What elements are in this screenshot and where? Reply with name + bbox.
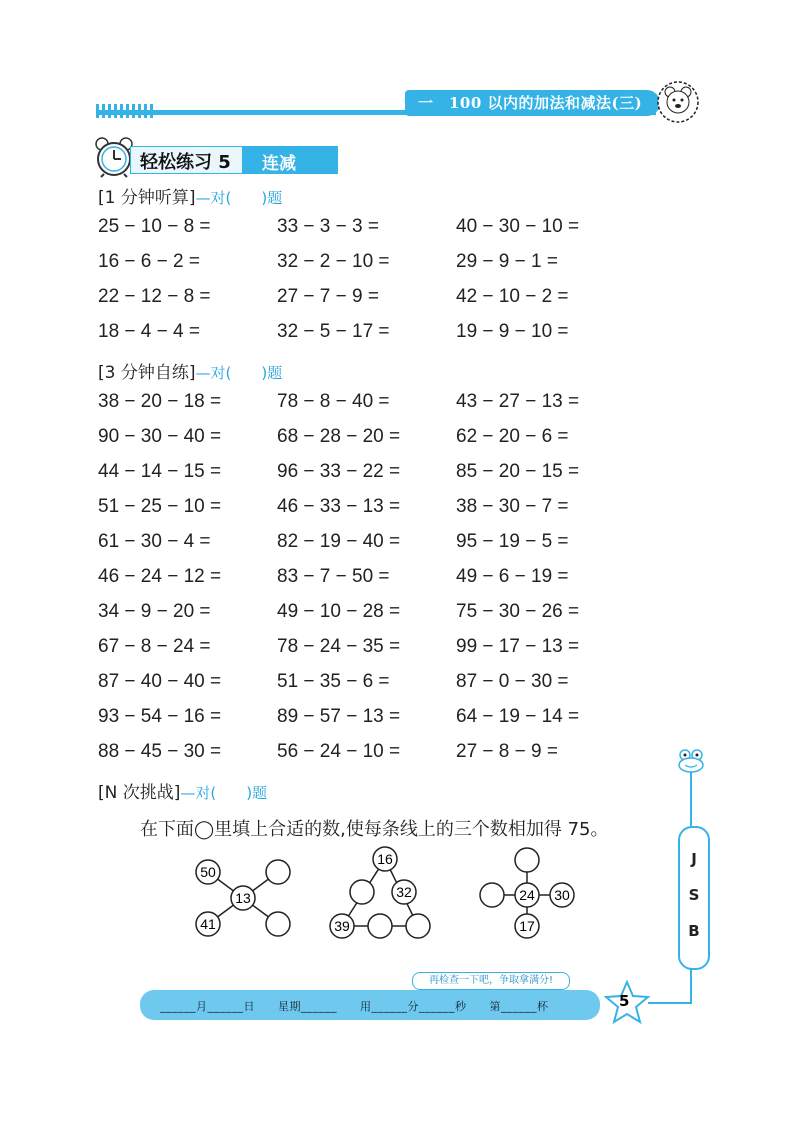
page-number: 5 — [619, 992, 630, 1010]
puzzle-plus-left[interactable] — [480, 883, 504, 907]
problem-practice-0-1: 78 − 8 − 40 = — [277, 391, 390, 412]
problem-practice-2-2: 85 − 20 − 15 = — [456, 461, 580, 482]
svg-text:50: 50 — [200, 864, 216, 880]
problem-practice-6-0: 34 − 9 − 20 = — [98, 601, 211, 622]
svg-text:24: 24 — [519, 887, 535, 903]
problem-practice-1-2: 62 − 20 − 6 = — [456, 426, 569, 447]
side-rule-horizontal — [648, 1002, 692, 1004]
problem-listen-2-2: 42 − 10 − 2 = — [456, 286, 569, 307]
practice-label: [3 分钟自练] — [98, 363, 196, 383]
side-tab — [678, 826, 710, 970]
puzzle-triangle — [326, 842, 446, 944]
problem-practice-10-0: 88 − 45 − 30 = — [98, 741, 222, 762]
problem-practice-5-0: 46 − 24 − 12 = — [98, 566, 222, 587]
problem-practice-8-2: 87 − 0 − 30 = — [456, 671, 569, 692]
problem-listen-0-1: 33 − 3 − 3 = — [277, 216, 379, 237]
puzzle-plus-right — [550, 883, 574, 907]
problem-listen-1-0: 16 − 6 − 2 = — [98, 251, 200, 272]
problem-practice-1-0: 90 − 30 − 40 = — [98, 426, 222, 447]
problem-practice-10-2: 27 − 8 − 9 = — [456, 741, 558, 762]
problem-listen-0-0: 25 − 10 − 8 = — [98, 216, 211, 237]
svg-text:16: 16 — [377, 851, 393, 867]
section-title: 轻松练习 5 — [140, 152, 231, 173]
problem-practice-9-1: 89 − 57 − 13 = — [277, 706, 401, 727]
bear-icon — [656, 80, 700, 124]
puzzle-plus-top[interactable] — [515, 848, 539, 872]
problem-practice-2-1: 96 − 33 − 22 = — [277, 461, 401, 482]
puzzle-triangle-right — [392, 880, 416, 904]
problem-practice-1-1: 68 − 28 − 20 = — [277, 426, 401, 447]
challenge-score: —对( )题 — [180, 784, 268, 802]
problem-practice-5-2: 49 − 6 − 19 = — [456, 566, 569, 587]
svg-text:17: 17 — [519, 918, 535, 934]
problem-practice-4-2: 95 − 19 − 5 = — [456, 531, 569, 552]
svg-text:30: 30 — [554, 887, 570, 903]
practice-score: —对( )题 — [195, 364, 283, 382]
side-rule-bottom — [690, 968, 692, 1004]
puzzle-triangle-top — [373, 847, 397, 871]
problem-practice-8-1: 51 − 35 − 6 = — [277, 671, 390, 692]
problem-practice-9-0: 93 − 54 − 16 = — [98, 706, 222, 727]
side-letter-b: B — [688, 922, 700, 940]
problem-practice-8-0: 87 − 40 − 40 = — [98, 671, 222, 692]
puzzle-x-top-left — [196, 860, 220, 884]
problem-practice-6-1: 49 − 10 − 28 = — [277, 601, 401, 622]
puzzle-triangle-bottom-left — [330, 914, 354, 938]
puzzle-triangle-bottom-right[interactable] — [406, 914, 430, 938]
frog-icon — [676, 748, 706, 774]
puzzle-plus — [470, 840, 580, 944]
puzzle-triangle-bottom-mid[interactable] — [368, 914, 392, 938]
puzzle-x-bottom-left — [196, 912, 220, 936]
problem-practice-2-0: 44 − 14 − 15 = — [98, 461, 222, 482]
problem-practice-3-0: 51 − 25 − 10 = — [98, 496, 222, 517]
puzzle-x-top-right[interactable] — [266, 860, 290, 884]
puzzle-triangle-left[interactable] — [350, 880, 374, 904]
problem-listen-0-2: 40 − 30 − 10 = — [456, 216, 580, 237]
svg-text:41: 41 — [200, 916, 216, 932]
problem-practice-0-0: 38 − 20 − 18 = — [98, 391, 222, 412]
side-rule-top — [690, 770, 692, 826]
problem-practice-0-2: 43 − 27 − 13 = — [456, 391, 580, 412]
problem-listen-2-0: 22 − 12 − 8 = — [98, 286, 211, 307]
alarm-clock-icon — [94, 136, 134, 178]
side-letter-j: J — [691, 850, 697, 868]
challenge-section-label — [98, 778, 267, 803]
svg-text:39: 39 — [334, 918, 350, 934]
problem-practice-6-2: 75 − 30 − 26 = — [456, 601, 580, 622]
puzzle-plus-center — [515, 883, 539, 907]
footer-record-text: ______月______日 星期______ 用______分______秒 第______杯 — [160, 1000, 549, 1013]
puzzle-x — [188, 852, 298, 942]
problem-practice-5-1: 83 − 7 − 50 = — [277, 566, 390, 587]
section-subtitle: 连减 — [262, 154, 296, 174]
header-dots — [96, 104, 156, 118]
practice-section-label — [98, 358, 282, 383]
challenge-label: [N 次挑战] — [98, 783, 181, 803]
puzzle-x-bottom-right[interactable] — [266, 912, 290, 936]
page-title: 一 100 以内的加法和减法(三) — [418, 94, 643, 112]
puzzle-plus-bottom — [515, 914, 539, 938]
problem-practice-7-0: 67 − 8 − 24 = — [98, 636, 211, 657]
problem-listen-3-0: 18 − 4 − 4 = — [98, 321, 200, 342]
problem-practice-3-2: 38 − 30 − 7 = — [456, 496, 569, 517]
problem-listen-1-1: 32 − 2 − 10 = — [277, 251, 390, 272]
side-letter-s: S — [688, 886, 700, 904]
problem-listen-3-1: 32 − 5 − 17 = — [277, 321, 390, 342]
problem-practice-10-1: 56 − 24 − 10 = — [277, 741, 401, 762]
problem-practice-9-2: 64 − 19 − 14 = — [456, 706, 580, 727]
listen-score: —对( )题 — [195, 189, 283, 207]
problem-practice-7-2: 99 − 17 − 13 = — [456, 636, 580, 657]
problem-practice-4-1: 82 − 19 − 40 = — [277, 531, 401, 552]
puzzle-x-center — [231, 886, 255, 910]
footer-tip: 再检查一下吧，争取拿满分! — [412, 972, 570, 990]
listen-label: [1 分钟听算] — [98, 188, 196, 208]
problem-listen-3-2: 19 − 9 − 10 = — [456, 321, 569, 342]
problem-practice-7-1: 78 − 24 − 35 = — [277, 636, 401, 657]
listen-section-label — [98, 183, 282, 208]
problem-practice-3-1: 46 − 33 − 13 = — [277, 496, 401, 517]
problem-listen-2-1: 27 − 7 − 9 = — [277, 286, 379, 307]
problem-listen-1-2: 29 − 9 − 1 = — [456, 251, 558, 272]
svg-text:13: 13 — [235, 890, 251, 906]
challenge-instruction: 在下面◯里填上合适的数,使每条线上的三个数相加得 75。 — [140, 819, 609, 840]
svg-text:32: 32 — [396, 884, 412, 900]
problem-practice-4-0: 61 − 30 − 4 = — [98, 531, 211, 552]
